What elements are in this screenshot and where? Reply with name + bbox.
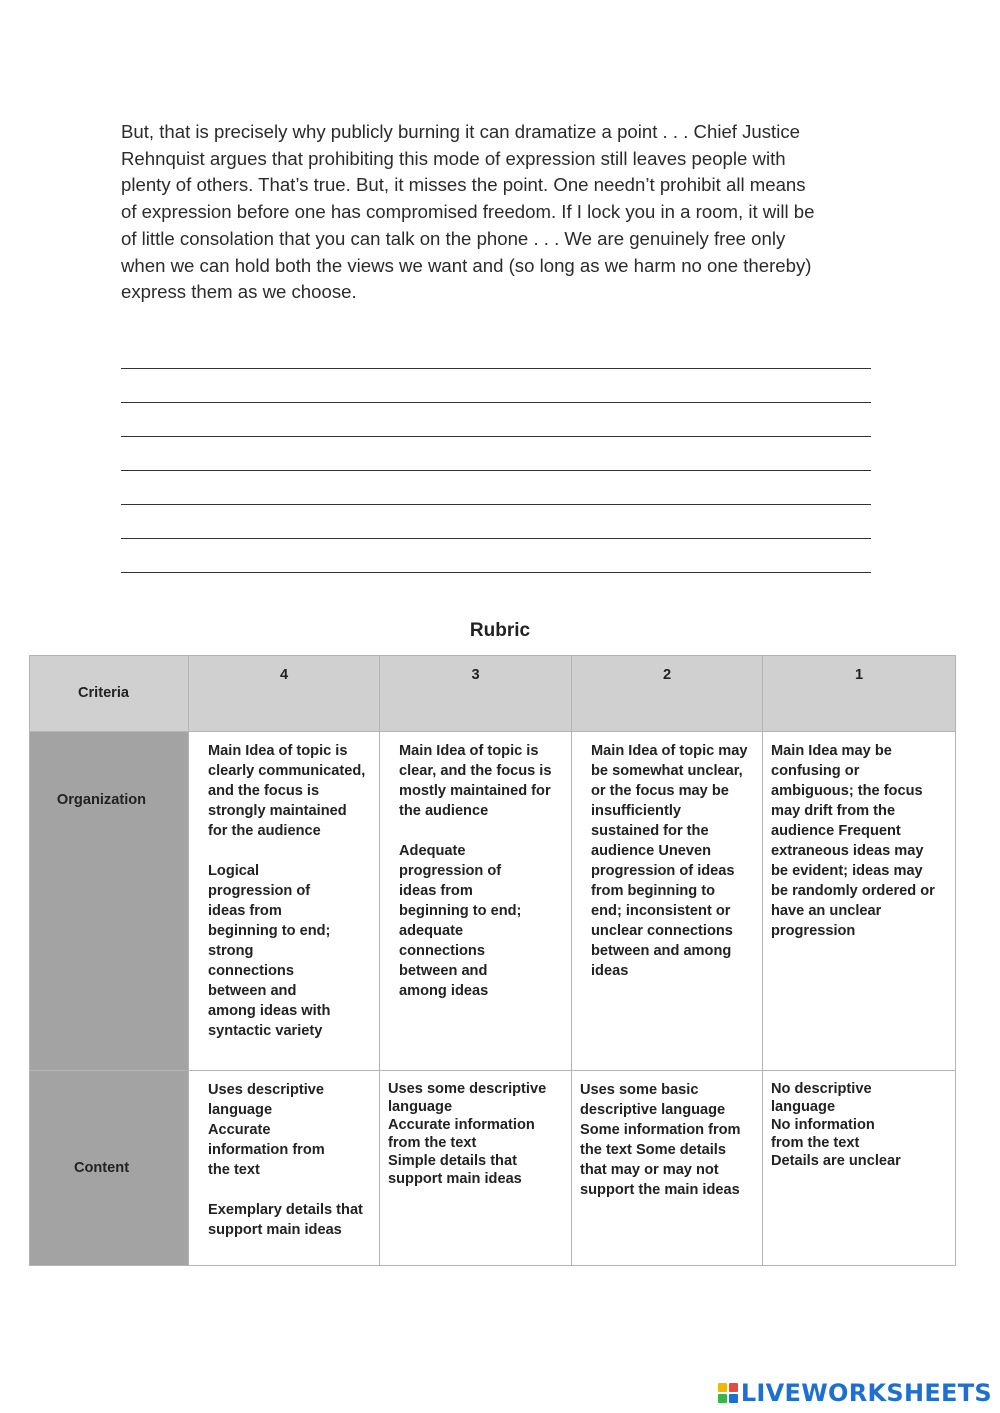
logo-tile-icon [729,1383,738,1392]
cell-paragraph: Main Idea of topic is clear, and the focus is mostly maintained for the audience [399,743,552,819]
criterion-label [30,1071,189,1266]
rubric-cell [380,732,572,1071]
cell-paragraph: No descriptive language No information from the text Details are unclear [771,1081,901,1169]
score-header: 3 [380,656,572,732]
passage-line: when we can hold both the views we want and (so long as we harm no one thereby) [121,254,812,276]
rubric-cell [763,1071,956,1266]
rubric-cell [572,732,763,1071]
cell-paragraph: Adequate progression of ideas from beginning to end; adequate connections between and among ideas [399,843,522,999]
passage-line: of little consolation that you can talk on the phone . . . We are genuinely free only [121,227,786,249]
score-header: 4 [189,656,380,732]
cell-paragraph: Uses descriptive language Accurate information from the text [208,1082,325,1178]
answer-line[interactable] [121,369,871,403]
rubric-row-organization [30,732,956,1071]
answer-line[interactable] [121,539,871,573]
liveworksheets-logo[interactable] [718,1379,992,1407]
score-header: 2 [572,656,763,732]
passage-line: express them as we choose. [121,281,357,303]
cell-paragraph: Logical progression of ideas from beginning to end; strong connections between and among ideas with syntactic variety [208,863,331,1039]
criterion-text: Content [73,1160,130,1176]
logo-tile-icon [729,1394,738,1403]
passage-line: Rehnquist argues that prohibiting this mode of expression still leaves people with [121,147,786,169]
answer-line[interactable] [121,437,871,471]
cell-paragraph: Main Idea of topic is clearly communicated, and the focus is strongly maintained for the audience [208,743,366,839]
cell-paragraph: Main Idea of topic may be somewhat unclear, or the focus may be insufficiently sustained for the audience Uneven progression of ideas from beginning to end; inconsistent or unclear connections between and among ideas [591,743,748,979]
criterion-label [30,732,189,1071]
logo-tile-icon [718,1383,727,1392]
cell-paragraph: Uses some basic descriptive language Some information from the text Some details that may or may not support the main ideas [580,1082,741,1198]
answer-line[interactable] [121,505,871,539]
passage-line: But, that is precisely why publicly burning it can dramatize a point . . . Chief Justice [121,121,800,142]
logo-text: LIVEWORKSHEETS [740,1379,992,1407]
answer-line[interactable] [121,335,871,369]
cell-paragraph: Exemplary details that support main ideas [208,1202,363,1238]
rubric-cell [380,1071,572,1266]
answer-line[interactable] [121,471,871,505]
answer-line[interactable] [121,403,871,437]
rubric-cell [189,732,380,1071]
cell-paragraph: Uses some descriptive language Accurate information from the text Simple details that support main ideas [388,1081,547,1187]
score-header: 1 [763,656,956,732]
passage-line: plenty of others. That’s true. But, it misses the point. One needn’t prohibit all means [121,174,806,196]
criteria-header: Criteria [30,656,189,732]
passage-line: of expression before one has compromised freedom. If I lock you in a room, it will be [121,201,815,223]
criterion-text: Organization [56,792,147,808]
rubric-cell [189,1071,380,1266]
passage-text [121,119,881,306]
answer-area[interactable] [121,335,871,573]
rubric-header-row [30,656,956,732]
liveworksheets-logo-icon [718,1383,738,1403]
rubric-table [29,655,956,1266]
rubric-cell [572,1071,763,1266]
logo-tile-icon [718,1394,727,1403]
cell-paragraph: Main Idea may be confusing or ambiguous; the focus may drift from the audience Frequent extraneous ideas may be evident; ideas may be randomly ordered or have an unclear progression [771,743,935,939]
rubric-title: Rubric [469,620,531,641]
rubric-cell [763,732,956,1071]
rubric-row-content [30,1071,956,1266]
